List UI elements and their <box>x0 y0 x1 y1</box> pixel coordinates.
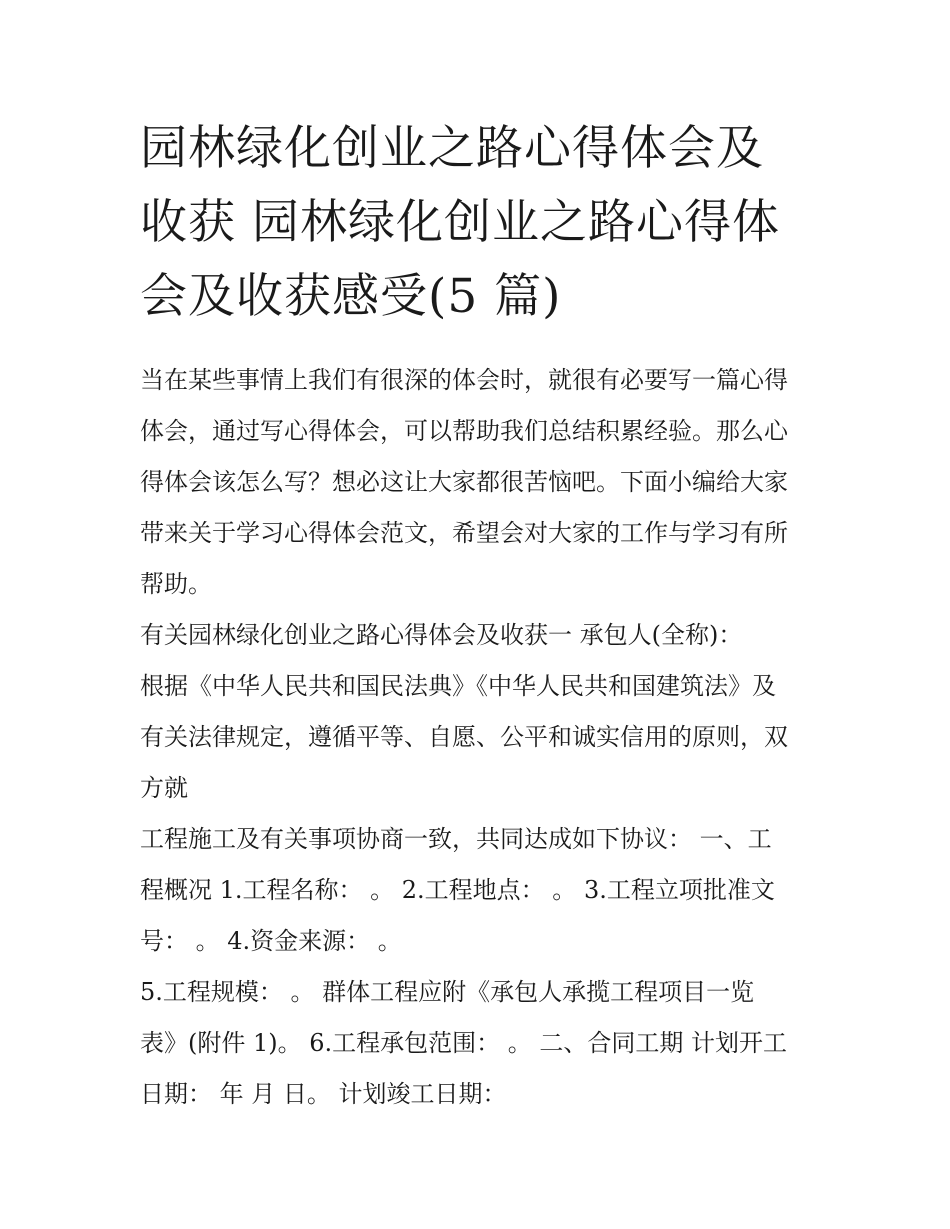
body-line: 带来关于学习心得体会范文，希望会对大家的工作与学习有所 <box>140 519 788 547</box>
body-line: 体会，通过写心得体会，可以帮助我们总结积累经验。那么心 <box>140 417 788 445</box>
body-line: 号： 。 4.资金来源： 。 <box>140 927 402 955</box>
body-line: 日期： 年 月 日。 计划竣工日期： <box>140 1080 507 1108</box>
body-line: 程概况 1.工程名称： 。 2.工程地点： 。 3.工程立项批准文 <box>140 876 775 904</box>
body-line: 根据《中华人民共和国民法典》《中华人民共和国建筑法》及 <box>140 672 776 700</box>
document-body <box>140 355 820 1120</box>
body-line: 工程施工及有关事项协商一致，共同达成如下协议： 一、工 <box>140 825 772 853</box>
body-line: 得体会该怎么写？想必这让大家都很苦恼吧。下面小编给大家 <box>140 468 788 496</box>
body-line: 方就 <box>140 774 188 802</box>
title-line-3: 会及收获感受(5 篇) <box>140 269 562 324</box>
body-line: 有关园林绿化创业之路心得体会及收获一 承包人(全称)： <box>140 621 743 649</box>
title-line-2: 收获 园林绿化创业之路心得体 <box>140 195 780 250</box>
body-line: 当在某些事情上我们有很深的体会时，就很有必要写一篇心得 <box>140 366 788 394</box>
document-title <box>140 112 820 334</box>
body-line: 帮助。 <box>140 570 212 598</box>
body-line: 有关法律规定，遵循平等、自愿、公平和诚实信用的原则，双 <box>140 723 788 751</box>
body-line: 表》(附件 1)。 6.工程承包范围： 。 二、合同工期 计划开工 <box>140 1029 788 1057</box>
title-line-1: 园林绿化创业之路心得体会及 <box>140 121 764 176</box>
body-line: 5.工程规模： 。 群体工程应附《承包人承揽工程项目一览 <box>140 978 755 1006</box>
